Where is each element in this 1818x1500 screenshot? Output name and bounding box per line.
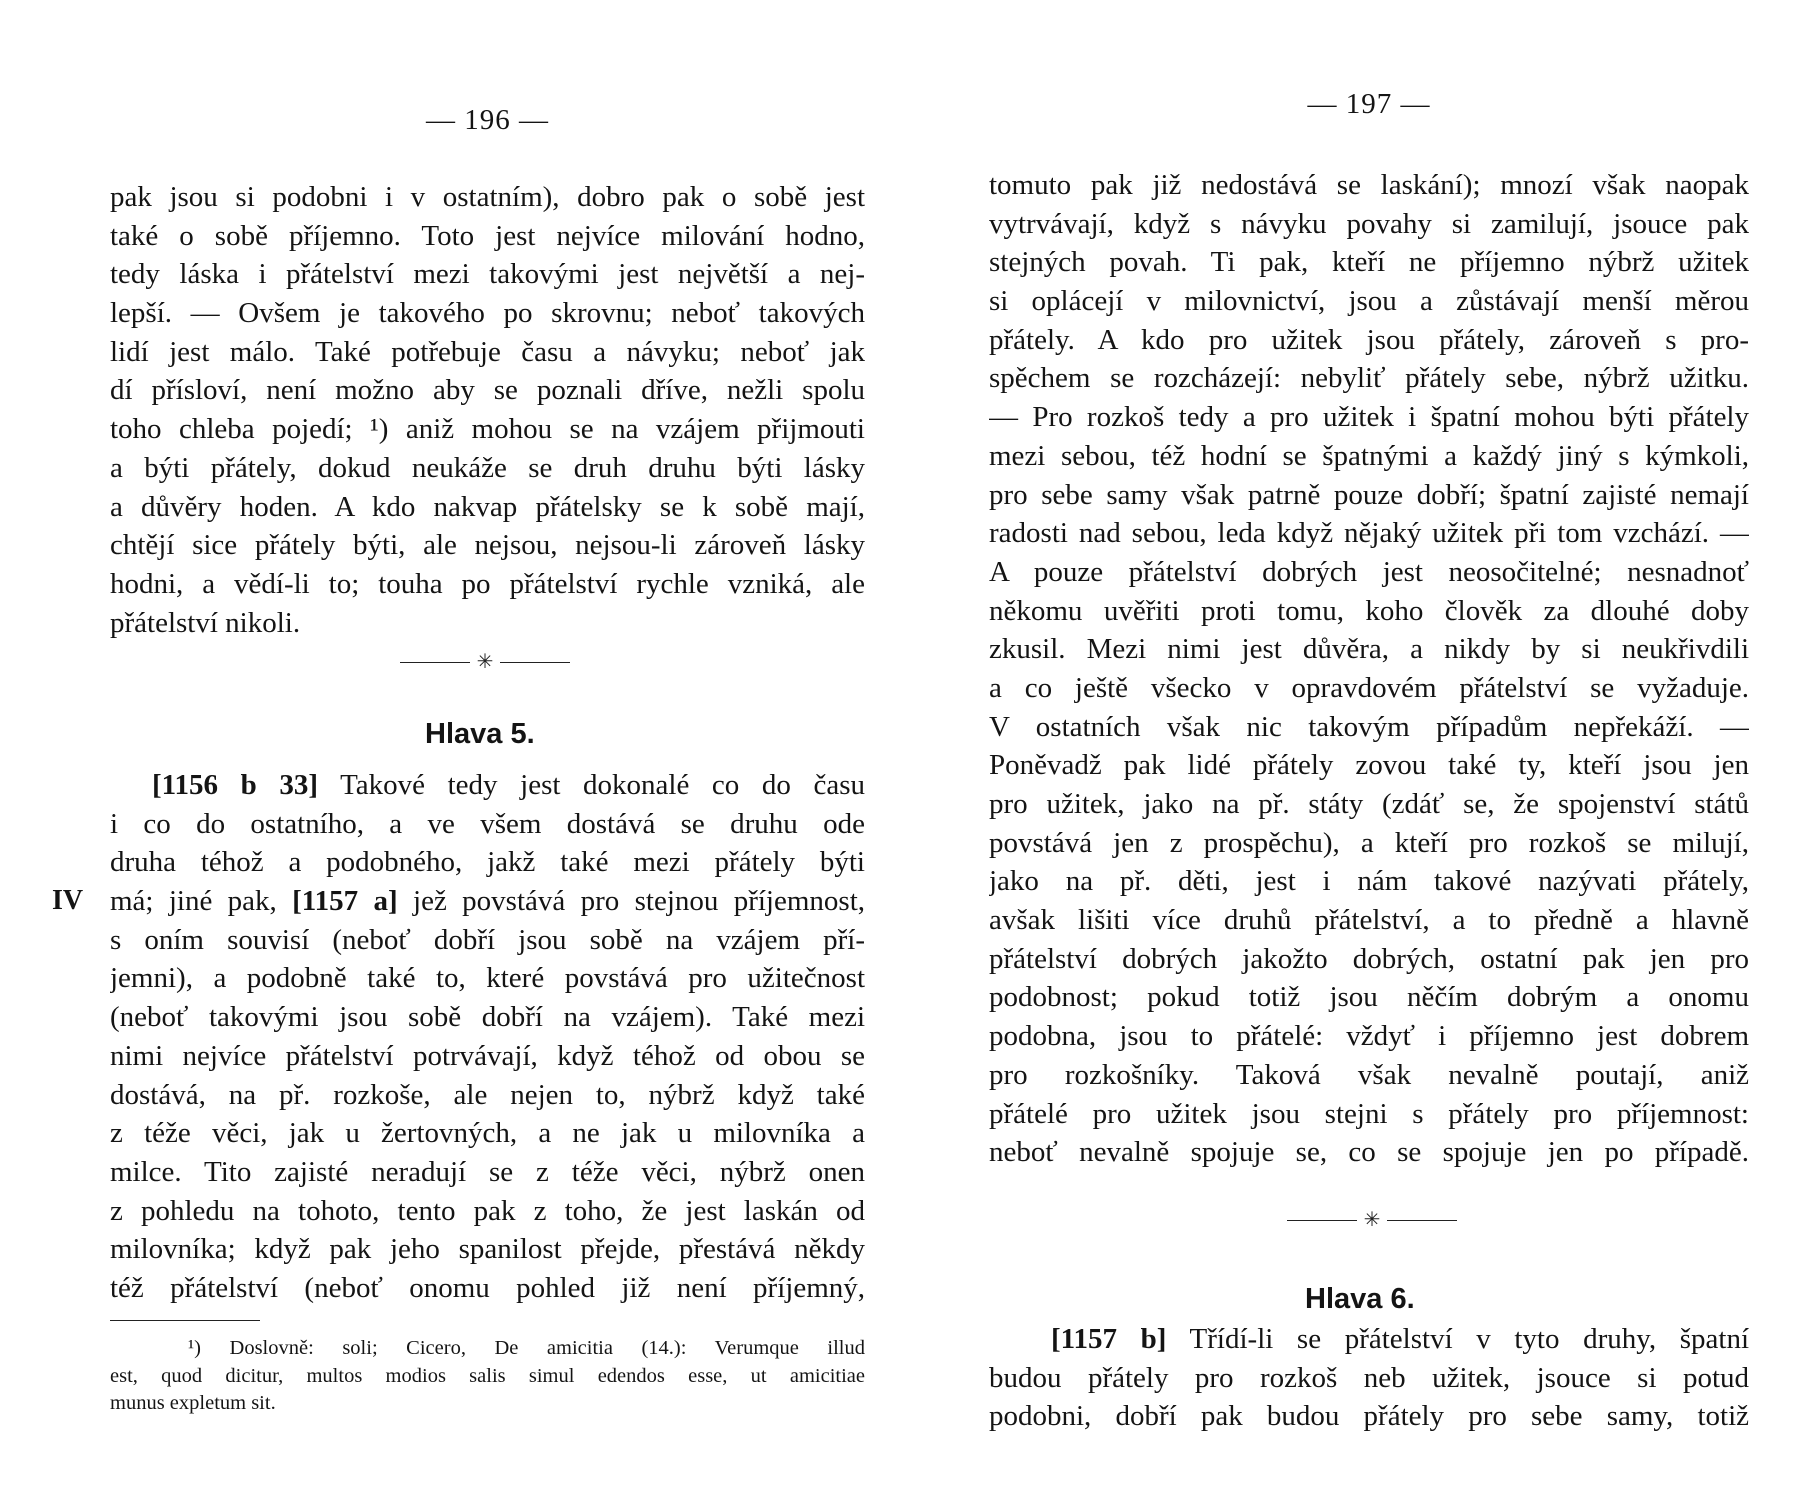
text-line: s oním souvisí (neboť dobří jsou sobě na vzájem pří- — [110, 923, 865, 956]
text-line: a býti přátely, dokud neukáže se druh druhu býti lásky — [110, 451, 865, 484]
text-block — [110, 178, 865, 642]
text-line: (neboť takovými jsou sobě dobří na vzájem). Také mezi — [110, 1001, 865, 1034]
text-line: též přátelství (neboť onomu pohled již není příjemný, — [110, 1271, 865, 1304]
text-line: podobni, dobří pak budou přátely pro sebe samy, totiž — [989, 1400, 1749, 1433]
text-line: pro sebe samy však patrně pouze dobří; špatní zajisté nemají — [989, 478, 1749, 511]
text-line: někomu uvěřiti proti tomu, koho člověk za dlouhé doby — [989, 594, 1749, 627]
text-block — [989, 166, 1749, 1172]
text-line: a co ještě všecko v opravdovém přátelství se vyžaduje. — [989, 671, 1749, 704]
text-line: nimi nejvíce přátelství potrvávají, když téhož od obou se — [110, 1039, 865, 1072]
text-line: dí přísloví, není možno aby se poznali dříve, nežli spolu — [110, 374, 865, 407]
footnote-line: est, quod dicitur, multos modios salis simul edendos esse, ut amicitiae — [110, 1364, 865, 1387]
text-line: dostává, na př. rozkoše, ale nejen to, nýbrž když také — [110, 1078, 865, 1111]
text-line: má; jiné pak, [1157 a] jež povstává pro stejnou příjemnost, — [110, 885, 865, 918]
page-number: — 196 — — [426, 104, 549, 136]
text-line: budou přátely pro rozkoš neb užitek, jsouce si potud — [989, 1361, 1749, 1394]
text-line: zkusil. Mezi nimi jest důvěra, a nikdy by si neukřivdili — [989, 633, 1749, 666]
text-line: si oplácejí v milovnictví, jsou a zůstávají menší měrou — [989, 285, 1749, 318]
text-line: druha téhož a podobného, jakž také mezi přátely býti — [110, 846, 865, 879]
footnote-line: munus expletum sit. — [110, 1392, 276, 1414]
text-line: chtějí sice přátely býti, ale nejsou, nejsou-li zároveň lásky — [110, 529, 865, 562]
text-line: přátely. A kdo pro užitek jsou přátely, zároveň s pro- — [989, 323, 1749, 356]
text-line: přátelé pro užitek jsou stejni s přátely pro příjemnost: — [989, 1097, 1749, 1130]
section-separator: ✳ — [400, 652, 570, 672]
text-line: — Pro rozkoš tedy a pro užitek i špatní mohou býti přátely — [989, 401, 1749, 434]
text-line: avšak lišiti více druhů přátelství, a to předně a hlavně — [989, 904, 1749, 937]
text-line: z pohledu na tohoto, tento pak z toho, že jest laskán od — [110, 1194, 865, 1227]
text-line: pro užitek, jako na př. státy (zdáť se, že spojenství států — [989, 788, 1749, 820]
text-line: [1156 b 33] Takové tedy jest dokonalé co do času — [152, 769, 865, 801]
text-line: lepší. — Ovšem je takového po skrovnu; neboť takových — [110, 297, 865, 330]
text-line: milovníka; když pak jeho spanilost přejde, přestává někdy — [110, 1233, 865, 1266]
text-line: stejných povah. Ti pak, kteří ne příjemno nýbrž užitek — [989, 246, 1749, 279]
text-line: hodni, a vědí-li to; touha po přátelství rychle vzniká, ale — [110, 567, 865, 600]
text-line: vytrvávají, když s návyku povahy si zamilují, jsouce pak — [989, 207, 1749, 240]
text-line: spěchem se rozcházejí: nebyliť přátely sebe, nýbrž užitku. — [989, 362, 1749, 395]
text-line: přátelství dobrých jakožto dobrých, ostatní pak jen pro — [989, 942, 1749, 975]
text-line: tomuto pak již nedostává se laskání); mnozí však naopak — [989, 169, 1749, 201]
footnote-line: ¹) Doslovně: soli; Cicero, De amicitia (14.): Verumque illud — [188, 1337, 865, 1359]
text-line: V ostatních však nic takovým případům nepřekáží. — — [989, 710, 1749, 743]
text-line: [1157 b] Třídí-li se přátelství v tyto druhy, špatní — [1051, 1323, 1749, 1355]
text-line: podobna, jsou to přátelé: vždyť i příjemno jest dobrem — [989, 1020, 1749, 1053]
reference-marker: [1156 b 33] — [152, 769, 319, 801]
section-separator: ✳ — [1287, 1210, 1457, 1230]
text-line: neboť nevalně spojuje se, co se spojuje jen po případě. — [989, 1136, 1749, 1169]
text-line: pak jsou si podobni i v ostatním), dobro pak o sobě jest — [110, 181, 865, 213]
text-line: toho chleba pojedí; ¹) aniž mohou se na vzájem přijmouti — [110, 413, 865, 446]
footnote — [110, 1335, 865, 1418]
text-line: milce. Tito zajisté neradují se z téže věci, nýbrž onen — [110, 1155, 865, 1188]
footnote-rule — [110, 1320, 260, 1321]
text-line: jako na př. děti, jest i nám takové nazývati přátely, — [989, 865, 1749, 898]
text-block — [989, 1320, 1749, 1436]
text-line: podobnost; pokud totiž jsou něčím dobrým a onomu — [989, 981, 1749, 1014]
reference-marker: [1157 b] — [1051, 1323, 1167, 1355]
text-block — [110, 766, 865, 1308]
text-line: mezi sebou, též hodní se špatnými a každý jiný s kýmkoli, — [989, 439, 1749, 472]
text-line: přátelství nikoli. — [110, 606, 301, 639]
chapter-title: Hlava 5. — [425, 718, 535, 750]
text-line: lidí jest málo. Také potřebuje času a návyku; neboť jak — [110, 335, 865, 368]
text-line: jemni), a podobně také to, které povstává pro užitečnost — [110, 962, 865, 995]
text-line: A pouze přátelství dobrých jest neosočitelné; nesnadnoť — [989, 555, 1749, 588]
text-line: povstává jen z prospěchu), a kteří pro rozkoš se milují, — [989, 826, 1749, 859]
reference-marker: [1157 a] — [292, 885, 398, 918]
text-line: z téže věci, jak u žertovných, a ne jak u milovníka a — [110, 1117, 865, 1150]
text-line: tedy láska i přátelství mezi takovými jest největší a nej- — [110, 258, 865, 291]
right-page — [909, 0, 1818, 1500]
chapter-title: Hlava 6. — [1305, 1283, 1415, 1315]
text-line: a důvěry hoden. A kdo nakvap přátelsky se k sobě mají, — [110, 490, 865, 523]
page-number: — 197 — — [1307, 88, 1431, 120]
margin-note: IV — [52, 885, 84, 916]
text-line: pro rozkošníky. Taková však nevalně poutají, aniž — [989, 1058, 1749, 1091]
text-line: Poněvadž pak lidé přátely zovou také ty, kteří jsou jen — [989, 749, 1749, 782]
text-line: radosti nad sebou, leda když nějaký užitek při tom vzchází. — — [989, 517, 1749, 550]
text-line: také o sobě příjemno. Toto jest nejvíce milování hodno, — [110, 219, 865, 252]
text-line: i co do ostatního, a ve všem dostává se druhu ode — [110, 807, 865, 840]
